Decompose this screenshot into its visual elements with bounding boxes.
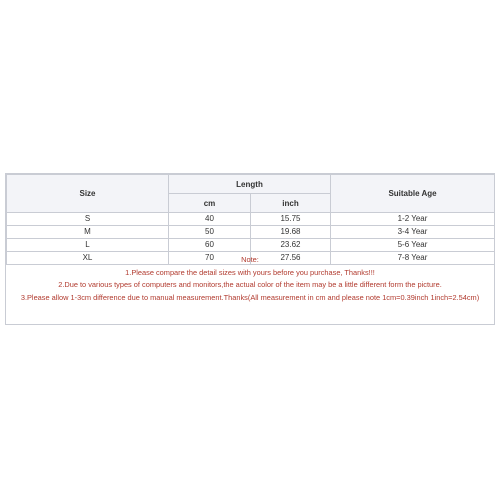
cell-age: 5-6 Year bbox=[331, 239, 495, 252]
table-row bbox=[7, 213, 495, 226]
cell-inch: 23.62 bbox=[251, 239, 331, 252]
table-row bbox=[7, 226, 495, 239]
cell-cm: 70 bbox=[169, 252, 251, 265]
header-suitable-age: Suitable Age bbox=[331, 175, 495, 213]
notes-section bbox=[6, 251, 494, 324]
cell-age: 7-8 Year bbox=[331, 252, 495, 265]
cell-cm: 60 bbox=[169, 239, 251, 252]
cell-inch: 15.75 bbox=[251, 213, 331, 226]
cell-size: XL bbox=[7, 252, 169, 265]
note-line: 3.Please allow 1-3cm difference due to manual measurement.Thanks(All measurement in cm and please note 1cm=0.39inch 1inch=2.54cm) bbox=[20, 292, 480, 302]
cell-size: L bbox=[7, 239, 169, 252]
header-inch: inch bbox=[251, 194, 331, 213]
header-cm: cm bbox=[169, 194, 251, 213]
cell-cm: 50 bbox=[169, 226, 251, 239]
cell-size: M bbox=[7, 226, 169, 239]
cell-inch: 19.68 bbox=[251, 226, 331, 239]
header-length: Length bbox=[169, 175, 331, 194]
cell-inch: 27.56 bbox=[251, 252, 331, 265]
cell-cm: 40 bbox=[169, 213, 251, 226]
cell-age: 3-4 Year bbox=[331, 226, 495, 239]
table-header-row bbox=[7, 175, 495, 194]
table-row bbox=[7, 239, 495, 252]
note-line: 2.Due to various types of computers and monitors,the actual color of the item may be a little different form the picture. bbox=[58, 280, 442, 289]
cell-age: 1-2 Year bbox=[331, 213, 495, 226]
header-size: Size bbox=[7, 175, 169, 213]
note-title: Note: bbox=[241, 255, 259, 264]
cell-size: S bbox=[7, 213, 169, 226]
note-line: 1.Please compare the detail sizes with yours before you purchase, Thanks!!! bbox=[125, 267, 375, 277]
